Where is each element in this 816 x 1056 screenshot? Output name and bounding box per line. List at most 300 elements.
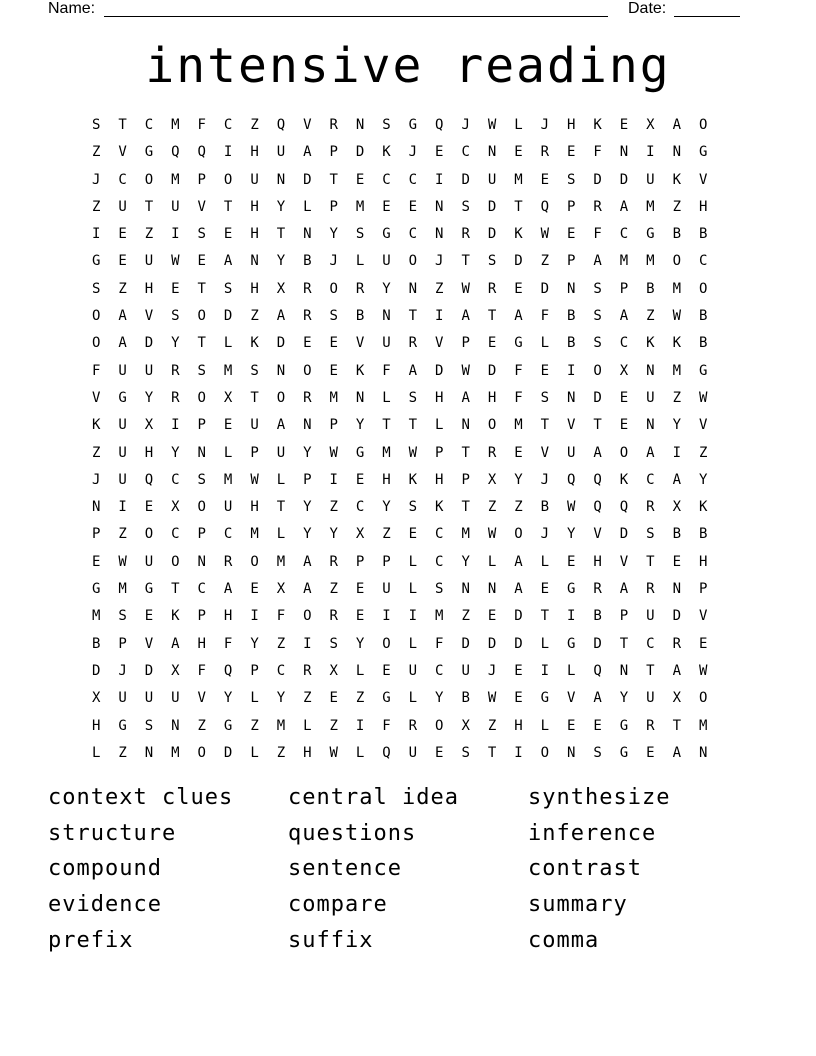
grid-letter: R xyxy=(329,608,338,625)
grid-letter: V xyxy=(118,144,127,161)
grid-letter: W xyxy=(487,690,497,707)
grid-letter: M xyxy=(698,717,708,734)
grid-letter: H xyxy=(435,471,444,488)
grid-letter: A xyxy=(461,308,470,325)
grid-letter: R xyxy=(171,389,180,406)
grid-row xyxy=(83,685,716,712)
grid-letter: M xyxy=(672,362,681,379)
word-bank-item: synthesize xyxy=(528,785,671,810)
grid-letter: S xyxy=(567,171,576,188)
grid-letter: N xyxy=(672,144,681,161)
grid-letter: A xyxy=(646,444,655,461)
grid-row xyxy=(83,603,716,630)
grid-letter: N xyxy=(698,744,708,761)
grid-letter: H xyxy=(250,198,259,215)
grid-letter: O xyxy=(303,362,312,379)
grid-letter: H xyxy=(593,553,602,570)
grid-letter: E xyxy=(619,417,629,434)
grid-letter: E xyxy=(514,690,523,707)
grid-letter: O xyxy=(698,117,708,133)
grid-letter: V xyxy=(698,417,708,434)
grid-letter: E xyxy=(619,117,629,133)
grid-letter: I xyxy=(91,226,101,243)
grid-letter: Q xyxy=(593,471,602,488)
grid-letter: X xyxy=(487,471,497,488)
grid-letter: M xyxy=(435,608,444,625)
grid-letter: U xyxy=(567,444,576,461)
grid-letter: O xyxy=(514,526,523,543)
grid-letter: K xyxy=(171,608,180,625)
grid-letter: M xyxy=(646,253,655,270)
grid-row xyxy=(83,521,716,548)
grid-letter: E xyxy=(514,662,523,679)
grid-letter: T xyxy=(593,417,602,434)
grid-letter: W xyxy=(461,280,470,297)
grid-letter: L xyxy=(355,662,365,679)
grid-letter: Z xyxy=(118,280,127,297)
grid-letter: F xyxy=(540,308,550,325)
grid-letter: T xyxy=(223,198,233,215)
grid-letter: P xyxy=(118,635,127,652)
grid-letter: Z xyxy=(250,308,259,325)
grid-letter: R xyxy=(303,389,312,406)
grid-letter: Y xyxy=(435,690,444,707)
grid-letter: L xyxy=(91,744,101,761)
grid-letter: Z xyxy=(329,717,338,734)
grid-letter: O xyxy=(382,635,391,652)
grid-letter: L xyxy=(540,717,550,734)
grid-letter: N xyxy=(276,362,286,379)
grid-letter: B xyxy=(567,308,576,325)
grid-letter: C xyxy=(223,117,233,133)
grid-letter: A xyxy=(303,553,312,570)
grid-letter: C xyxy=(382,171,391,188)
grid-letter: Z xyxy=(197,717,206,734)
grid-letter: R xyxy=(329,117,338,133)
grid-letter: N xyxy=(276,171,286,188)
grid-letter: H xyxy=(250,499,259,516)
grid-letter: Q xyxy=(567,471,576,488)
grid-letter: F xyxy=(435,635,444,652)
grid-letter: E xyxy=(435,744,444,761)
grid-letter: H xyxy=(514,717,523,734)
grid-letter: U xyxy=(171,690,180,707)
grid-letter: R xyxy=(646,581,655,598)
grid-letter: B xyxy=(355,308,365,325)
grid-letter: J xyxy=(329,253,338,270)
grid-letter: N xyxy=(487,144,497,161)
grid-letter: O xyxy=(276,389,286,406)
grid-letter: P xyxy=(303,471,312,488)
grid-row xyxy=(83,740,716,767)
word-bank-item: central idea xyxy=(288,785,459,810)
grid-letter: X xyxy=(619,362,629,379)
grid-letter: M xyxy=(514,417,523,434)
grid-letter: D xyxy=(144,335,154,352)
grid-letter: S xyxy=(91,117,101,133)
grid-letter: S xyxy=(461,744,470,761)
grid-letter: F xyxy=(593,144,602,161)
grid-letter: I xyxy=(118,499,127,516)
grid-letter: L xyxy=(408,635,418,652)
grid-letter: W xyxy=(698,389,708,406)
grid-letter: R xyxy=(672,635,681,652)
grid-letter: P xyxy=(197,417,206,434)
grid-letter: I xyxy=(408,608,418,625)
grid-letter: S xyxy=(461,198,470,215)
grid-letter: S xyxy=(408,389,418,406)
grid-letter: V xyxy=(593,526,602,543)
grid-letter: Z xyxy=(514,499,523,516)
grid-letter: E xyxy=(382,662,391,679)
grid-letter: T xyxy=(118,117,127,133)
grid-letter: T xyxy=(329,171,338,188)
grid-row xyxy=(83,303,716,330)
grid-letter: D xyxy=(514,253,523,270)
grid-letter: K xyxy=(408,471,418,488)
grid-letter: K xyxy=(593,117,602,133)
grid-letter: I xyxy=(303,635,312,652)
grid-letter: U xyxy=(144,553,154,570)
grid-letter: C xyxy=(197,581,206,598)
grid-letter: E xyxy=(646,744,655,761)
grid-letter: U xyxy=(144,362,154,379)
grid-letter: P xyxy=(250,662,259,679)
grid-letter: Q xyxy=(593,499,602,516)
grid-letter: N xyxy=(435,226,444,243)
grid-letter: R xyxy=(461,226,470,243)
grid-letter: A xyxy=(672,744,681,761)
grid-letter: E xyxy=(329,335,338,352)
grid-letter: D xyxy=(461,635,470,652)
grid-letter: X xyxy=(171,662,180,679)
grid-letter: R xyxy=(593,198,602,215)
grid-letter: B xyxy=(567,335,576,352)
grid-letter: V xyxy=(435,335,444,352)
grid-letter: Z xyxy=(91,144,101,161)
word-bank-item: compound xyxy=(48,856,162,882)
grid-letter: E xyxy=(382,198,391,215)
grid-letter: T xyxy=(487,308,497,325)
grid-letter: S xyxy=(197,471,206,488)
grid-letter: P xyxy=(567,198,576,215)
grid-letter: T xyxy=(646,553,655,570)
grid-letter: U xyxy=(382,335,391,352)
grid-letter: N xyxy=(487,581,497,598)
grid-letter: N xyxy=(250,253,259,270)
grid-letter: N xyxy=(461,581,470,598)
grid-letter: E xyxy=(698,635,708,652)
grid-letter: U xyxy=(646,690,655,707)
grid-letter: L xyxy=(276,526,286,543)
grid-letter: L xyxy=(540,335,550,352)
grid-letter: K xyxy=(514,226,523,243)
grid-letter: Z xyxy=(540,253,550,270)
grid-letter: U xyxy=(118,198,127,215)
grid-letter: E xyxy=(329,362,338,379)
grid-letter: E xyxy=(144,499,154,516)
grid-letter: X xyxy=(329,662,338,679)
word-bank-item: structure xyxy=(48,820,177,846)
grid-letter: P xyxy=(329,144,338,161)
grid-letter: Z xyxy=(672,198,681,215)
grid-letter: A xyxy=(303,144,312,161)
grid-letter: E xyxy=(514,444,523,461)
grid-letter: E xyxy=(540,581,550,598)
grid-letter: E xyxy=(619,389,629,406)
grid-letter: T xyxy=(646,662,655,679)
grid-letter: G xyxy=(118,717,127,734)
grid-letter: Z xyxy=(646,308,655,325)
grid-letter: E xyxy=(487,608,497,625)
grid-letter: L xyxy=(540,553,550,570)
grid-letter: A xyxy=(514,581,523,598)
grid-letter: X xyxy=(223,389,233,406)
grid-letter: Y xyxy=(223,690,233,707)
grid-letter: L xyxy=(435,417,444,434)
grid-letter: C xyxy=(619,335,629,352)
grid-letter: D xyxy=(619,171,629,188)
word-bank-item: evidence xyxy=(48,892,162,918)
grid-letter: I xyxy=(171,417,180,434)
grid-letter: P xyxy=(197,171,206,188)
grid-letter: M xyxy=(223,362,233,379)
grid-letter: Z xyxy=(329,499,338,516)
grid-letter: P xyxy=(461,471,470,488)
grid-letter: I xyxy=(567,608,576,625)
grid-letter: A xyxy=(118,335,127,352)
grid-letter: E xyxy=(514,280,523,297)
grid-letter: O xyxy=(408,253,418,270)
grid-letter: Y xyxy=(567,526,576,543)
grid-letter: N xyxy=(619,144,629,161)
grid-letter: B xyxy=(698,526,708,543)
grid-letter: A xyxy=(223,581,233,598)
grid-letter: S xyxy=(329,635,338,652)
grid-letter: U xyxy=(171,198,180,215)
grid-letter: H xyxy=(698,553,708,570)
grid-letter: V xyxy=(698,171,708,188)
grid-letter: L xyxy=(355,744,365,761)
grid-row xyxy=(83,494,716,521)
grid-letter: T xyxy=(250,389,259,406)
grid-letter: N xyxy=(355,389,365,406)
grid-letter: W xyxy=(171,253,180,270)
grid-letter: G xyxy=(91,581,101,598)
grid-letter: F xyxy=(197,662,206,679)
grid-letter: H xyxy=(303,744,312,761)
grid-letter: R xyxy=(408,335,418,352)
grid-letter: E xyxy=(408,198,418,215)
grid-letter: G xyxy=(144,144,154,161)
grid-letter: T xyxy=(144,198,154,215)
grid-letter: O xyxy=(171,553,180,570)
grid-letter: G xyxy=(698,362,708,379)
grid-letter: A xyxy=(619,308,629,325)
grid-letter: D xyxy=(487,226,497,243)
grid-letter: O xyxy=(197,499,206,516)
grid-letter: B xyxy=(540,499,550,516)
grid-letter: X xyxy=(672,499,681,516)
grid-letter: K xyxy=(91,417,101,434)
grid-letter: C xyxy=(223,526,233,543)
grid-letter: M xyxy=(276,717,286,734)
grid-letter: Z xyxy=(303,690,312,707)
grid-letter: W xyxy=(487,526,497,543)
grid-letter: R xyxy=(329,553,338,570)
grid-letter: W xyxy=(672,308,681,325)
grid-letter: V xyxy=(698,608,708,625)
grid-letter: J xyxy=(461,117,470,133)
grid-letter: U xyxy=(118,471,127,488)
grid-letter: P xyxy=(382,553,391,570)
grid-letter: E xyxy=(435,144,444,161)
grid-letter: O xyxy=(250,553,259,570)
grid-letter: G xyxy=(144,581,154,598)
grid-letter: L xyxy=(382,389,391,406)
grid-letter: N xyxy=(355,117,365,133)
grid-row xyxy=(83,330,716,357)
grid-letter: U xyxy=(250,171,259,188)
grid-letter: H xyxy=(250,226,259,243)
grid-letter: Y xyxy=(329,526,338,543)
grid-letter: E xyxy=(567,226,576,243)
grid-letter: P xyxy=(619,280,629,297)
grid-letter: Y xyxy=(171,444,180,461)
grid-letter: Y xyxy=(382,499,391,516)
grid-row xyxy=(83,194,716,221)
grid-letter: O xyxy=(197,308,206,325)
grid-letter: V xyxy=(91,389,101,406)
grid-letter: C xyxy=(698,253,708,270)
grid-letter: E xyxy=(223,417,233,434)
grid-letter: D xyxy=(540,280,550,297)
grid-letter: H xyxy=(435,389,444,406)
grid-row xyxy=(83,713,716,740)
grid-letter: Z xyxy=(672,389,681,406)
grid-letter: E xyxy=(408,526,418,543)
grid-row xyxy=(83,276,716,303)
grid-letter: Z xyxy=(487,717,497,734)
grid-letter: Y xyxy=(276,198,286,215)
grid-letter: R xyxy=(487,444,497,461)
grid-letter: J xyxy=(408,144,418,161)
grid-letter: P xyxy=(197,608,206,625)
grid-letter: P xyxy=(329,198,338,215)
grid-letter: P xyxy=(461,335,470,352)
grid-letter: P xyxy=(91,526,101,543)
grid-letter: D xyxy=(144,662,154,679)
grid-letter: B xyxy=(461,690,470,707)
grid-letter: L xyxy=(487,553,497,570)
grid-letter: N xyxy=(303,417,312,434)
grid-letter: O xyxy=(619,444,629,461)
grid-letter: E xyxy=(567,144,576,161)
grid-letter: B xyxy=(698,308,708,325)
grid-letter: H xyxy=(567,117,576,133)
grid-letter: X xyxy=(144,417,154,434)
grid-letter: D xyxy=(487,362,497,379)
grid-letter: Q xyxy=(540,198,550,215)
grid-letter: D xyxy=(223,744,233,761)
grid-letter: M xyxy=(223,471,233,488)
grid-letter: K xyxy=(355,362,365,379)
word-bank-item: compare xyxy=(288,892,388,918)
grid-letter: N xyxy=(619,662,629,679)
grid-letter: Y xyxy=(171,335,180,352)
grid-letter: X xyxy=(171,499,180,516)
grid-letter: M xyxy=(619,253,629,270)
grid-letter: J xyxy=(435,253,444,270)
grid-letter: D xyxy=(514,635,523,652)
grid-letter: M xyxy=(171,171,180,188)
grid-letter: E xyxy=(223,226,233,243)
grid-letter: A xyxy=(514,308,523,325)
grid-letter: E xyxy=(118,253,127,270)
grid-letter: G xyxy=(619,744,629,761)
grid-letter: T xyxy=(408,417,418,434)
grid-letter: N xyxy=(197,553,206,570)
grid-letter: T xyxy=(487,744,497,761)
grid-letter: E xyxy=(540,362,550,379)
grid-row xyxy=(83,658,716,685)
grid-letter: G xyxy=(619,717,629,734)
grid-letter: S xyxy=(197,226,206,243)
name-label: Name: xyxy=(48,0,96,17)
grid-letter: I xyxy=(514,744,523,761)
grid-letter: V xyxy=(567,690,576,707)
grid-letter: F xyxy=(514,389,523,406)
grid-letter: E xyxy=(303,335,312,352)
grid-letter: U xyxy=(144,253,154,270)
grid-letter: T xyxy=(540,417,550,434)
grid-letter: R xyxy=(540,144,550,161)
grid-letter: V xyxy=(144,308,154,325)
grid-letter: D xyxy=(593,635,602,652)
grid-letter: F xyxy=(197,117,206,133)
grid-letter: O xyxy=(223,171,233,188)
grid-letter: D xyxy=(435,362,444,379)
grid-letter: F xyxy=(382,717,391,734)
grid-letter: L xyxy=(276,471,286,488)
grid-letter: U xyxy=(461,662,470,679)
grid-letter: E xyxy=(197,253,206,270)
grid-letter: D xyxy=(223,308,233,325)
grid-letter: I xyxy=(382,608,391,625)
grid-letter: T xyxy=(619,635,629,652)
grid-letter: B xyxy=(672,226,681,243)
grid-row xyxy=(83,576,716,603)
grid-row xyxy=(83,549,716,576)
grid-letter: F xyxy=(223,635,233,652)
grid-letter: S xyxy=(435,581,444,598)
grid-letter: Q xyxy=(593,662,602,679)
grid-letter: Y xyxy=(461,553,470,570)
grid-letter: I xyxy=(355,717,365,734)
grid-letter: D xyxy=(91,662,101,679)
grid-letter: H xyxy=(382,471,391,488)
grid-letter: A xyxy=(619,198,629,215)
grid-letter: O xyxy=(303,608,312,625)
grid-letter: A xyxy=(672,662,681,679)
grid-letter: L xyxy=(223,444,233,461)
grid-letter: P xyxy=(329,417,338,434)
grid-letter: O xyxy=(593,362,602,379)
grid-letter: T xyxy=(382,417,391,434)
grid-letter: Q xyxy=(435,117,444,133)
grid-letter: B xyxy=(698,335,708,352)
grid-letter: X xyxy=(672,690,681,707)
